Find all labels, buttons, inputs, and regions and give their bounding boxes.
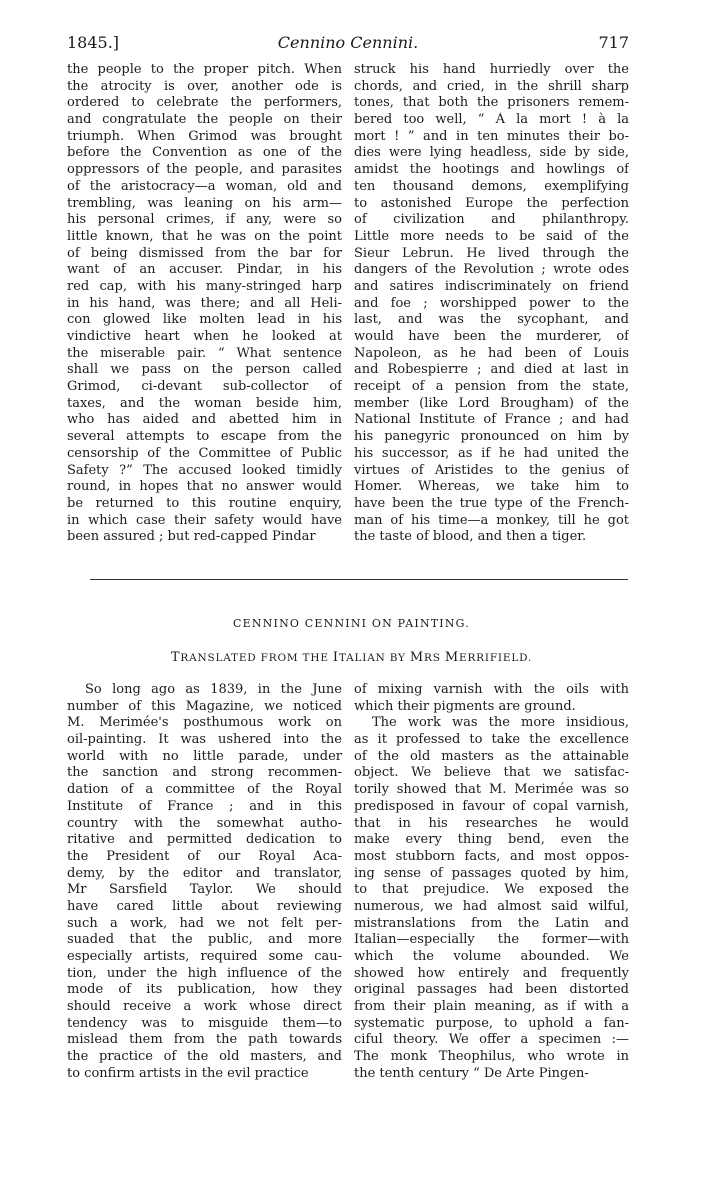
- text-line: The monk Theophilus, who wrote in: [354, 1049, 629, 1065]
- text-line: numerous, we had almost said wilful,: [354, 898, 629, 914]
- text-line: his panegyric pronounced on him by: [354, 429, 629, 445]
- column-3: [67, 682, 342, 1083]
- text-line: have cared little about reviewing: [67, 898, 342, 914]
- text-line: Mr Sarsfield Taylor. We should: [67, 882, 342, 898]
- column-1: [67, 62, 342, 546]
- text-line: little known, that he was on the point: [67, 228, 342, 244]
- text-line: and Robespierre ; and died at last in: [354, 362, 629, 378]
- text-line: been assured ; but red-capped Pindar: [67, 529, 316, 545]
- text-line: So long ago as 1839, in the June: [85, 682, 342, 697]
- text-line: the taste of blood, and then a tiger.: [354, 529, 587, 545]
- text-line: in his hand, was there; and all Heli-: [67, 295, 342, 311]
- text-line: dangers of the Revolution ; wrote odes: [354, 262, 629, 278]
- text-line: shall we pass on the person called: [67, 362, 342, 378]
- text-line: who has aided and abetted him in: [67, 412, 342, 428]
- text-line: predisposed in favour of copal varnish,: [354, 798, 629, 814]
- text-line: the atrocity is over, another ode is: [67, 78, 342, 94]
- text-line: dation of a committee of the Royal: [67, 782, 342, 798]
- text-line: have been the true type of the French-: [354, 495, 629, 511]
- page-number: 717: [598, 33, 629, 52]
- text-line: Institute of France ; and in this: [67, 798, 342, 814]
- text-line: of being dismissed from the bar for: [67, 245, 342, 261]
- text-line: number of this Magazine, we noticed: [67, 698, 342, 714]
- text-line: his personal crimes, if any, were so: [67, 212, 342, 228]
- text-line: Napoleon, as he had been of Louis: [354, 345, 629, 361]
- subtitle-cap-i: I: [332, 650, 339, 665]
- text-line: especially artists, required some cau-: [67, 949, 342, 964]
- text-line: country with the somewhat autho-: [67, 815, 342, 831]
- text-line: con glowed like molten lead in his: [67, 312, 342, 328]
- text-line: and satires indiscriminately on friend: [354, 278, 629, 294]
- text-line: man of his time—a monkey, till he got: [354, 512, 629, 528]
- text-line: National Institute of France ; and had: [354, 412, 629, 428]
- text-line: ciful theory. We offer a specimen :—: [354, 1032, 629, 1048]
- text-line: that in his researches he would: [354, 815, 629, 831]
- column-4: [354, 682, 629, 1083]
- text-line: taxes, and the woman beside him,: [67, 395, 342, 411]
- subtitle-part-2: TALIAN BY: [338, 652, 410, 664]
- text-line: world with no little parade, under: [67, 748, 342, 764]
- text-line: of the aristocracy—a woman, old and: [67, 178, 342, 194]
- text-line: ritative and permitted dedication to: [67, 832, 342, 848]
- text-line: virtues of Aristides to the genius of: [354, 462, 629, 478]
- text-line: the sanction and strong recommen-: [67, 765, 342, 781]
- text-line: triumph. When Grimod was brought: [67, 128, 342, 144]
- text-line: mislead them from the path towards: [67, 1032, 342, 1048]
- subtitle-cap-m: M: [409, 650, 425, 665]
- text-line: trembling, was leaning on his arm—: [67, 195, 342, 211]
- header-date: 1845.]: [67, 33, 120, 52]
- text-line: mode of its publication, how they: [67, 982, 342, 998]
- text-line: last, and was the sycophant, and: [354, 312, 629, 328]
- text-line: systematic purpose, to uphold a fan-: [354, 1015, 629, 1031]
- text-line: round, in hopes that no answer would: [67, 479, 342, 495]
- text-line: mistranslations from the Latin and: [354, 915, 629, 931]
- text-line: amidst the hootings and howlings of: [354, 162, 629, 178]
- text-line: the people to the proper pitch. When: [67, 62, 342, 77]
- text-line: showed how entirely and frequently: [354, 965, 629, 981]
- text-line: demy, by the editor and translator,: [67, 865, 342, 881]
- text-line: The work was the more insidious,: [372, 715, 629, 731]
- text-line: tendency was to misguide them—to: [67, 1015, 342, 1031]
- text-line: which the volume abounded. We: [354, 949, 629, 964]
- text-line: the President of our Royal Aca-: [67, 848, 342, 864]
- text-line: receipt of a pension from the state,: [354, 379, 629, 395]
- text-line: Homer. Whereas, we take him to: [354, 479, 629, 495]
- text-line: Little more needs to be said of the: [354, 228, 629, 244]
- text-line: ing sense of passages quoted by him,: [354, 865, 629, 881]
- text-line: before the Convention as one of the: [67, 145, 342, 161]
- text-line: be returned to this routine enquiry,: [67, 495, 342, 511]
- text-line: censorship of the Committee of Public: [67, 445, 342, 461]
- text-line: the tenth century “ De Arte Pingen-: [354, 1065, 589, 1081]
- text-line: to confirm artists in the evil practice: [67, 1065, 309, 1081]
- text-line: of civilization and philanthropy.: [354, 212, 629, 228]
- text-line: Sieur Lebrun. He lived through the: [354, 245, 629, 261]
- text-line: red cap, with his many-stringed harp: [67, 278, 342, 294]
- subtitle-part-3: RS: [424, 652, 445, 664]
- text-line: tones, that both the prisoners remem-: [354, 95, 629, 111]
- text-line: dies were lying headless, side by side,: [354, 145, 629, 161]
- article-subtitle: [0, 650, 703, 665]
- text-line: object. We believe that we satisfac-: [354, 765, 629, 781]
- subtitle-part-1: RANSLATED FROM THE: [180, 652, 333, 664]
- text-line: Grimod, ci-devant sub-collector of: [67, 379, 342, 395]
- text-line: member (like Lord Brougham) of the: [354, 395, 629, 411]
- subtitle-cap-m2: M: [444, 650, 459, 665]
- text-line: ten thousand demons, exemplifying: [354, 178, 629, 194]
- text-line: oppressors of the people, and parasites: [67, 162, 342, 178]
- text-line: the practice of the old masters, and: [67, 1049, 342, 1065]
- text-line: ordered to celebrate the performers,: [67, 95, 342, 111]
- text-line: vindictive heart when he looked at: [67, 329, 342, 344]
- text-line: in which case their safety would have: [67, 512, 342, 528]
- text-line: Italian—especially the former—with: [354, 932, 629, 948]
- text-line: of mixing varnish with the oils with: [354, 682, 629, 697]
- text-line: which their pigments are ground.: [354, 698, 576, 714]
- text-line: such a work, had we not felt per-: [67, 915, 342, 931]
- text-line: his successor, as if he had united the: [354, 445, 629, 461]
- text-line: to that prejudice. We exposed the: [354, 882, 629, 898]
- text-line: several attempts to escape from the: [67, 429, 342, 445]
- page-header: [67, 33, 629, 57]
- text-line: Safety ?” The accused looked timidly: [67, 462, 342, 478]
- text-line: would have been the murderer, of: [354, 329, 629, 344]
- subtitle-cap-t: T: [170, 650, 181, 665]
- text-line: original passages had been distorted: [354, 982, 629, 998]
- section-divider: [90, 579, 628, 580]
- text-line: from their plain meaning, as if with a: [354, 999, 629, 1015]
- text-line: should receive a work whose direct: [67, 999, 342, 1015]
- text-line: struck his hand hurriedly over the: [354, 62, 629, 77]
- article-title: CENNINO CENNINI ON PAINTING.: [233, 617, 470, 630]
- text-line: want of an accuser. Pindar, in his: [67, 262, 342, 278]
- text-line: tion, under the high influence of the: [67, 965, 342, 981]
- column-2: [354, 62, 629, 546]
- subtitle-part-4: ERRIFIELD.: [459, 652, 533, 664]
- text-line: and congratulate the people on their: [67, 112, 342, 128]
- text-line: oil-painting. It was ushered into the: [67, 732, 342, 748]
- text-line: bered too well, “ À la mort ! à la: [354, 112, 629, 128]
- text-line: most stubborn facts, and most oppos-: [354, 848, 629, 864]
- text-line: torily showed that M. Merimée was so: [354, 782, 629, 798]
- text-line: mort ! ” and in ten minutes their bo-: [354, 128, 629, 144]
- text-line: to astonished Europe the perfection: [354, 195, 629, 211]
- text-line: and foe ; worshipped power to the: [354, 295, 629, 311]
- text-line: make every thing bend, even the: [354, 832, 629, 848]
- text-line: as it professed to take the excellence: [354, 732, 629, 748]
- text-line: M. Merimée's posthumous work on: [67, 715, 342, 731]
- text-line: suaded that the public, and more: [67, 932, 342, 948]
- running-title: Cennino Cennini.: [277, 33, 419, 52]
- text-line: of the old masters as the attainable: [354, 748, 629, 764]
- text-line: chords, and cried, in the shrill sharp: [354, 78, 629, 94]
- text-line: the miserable pair. “ What sentence: [67, 345, 342, 361]
